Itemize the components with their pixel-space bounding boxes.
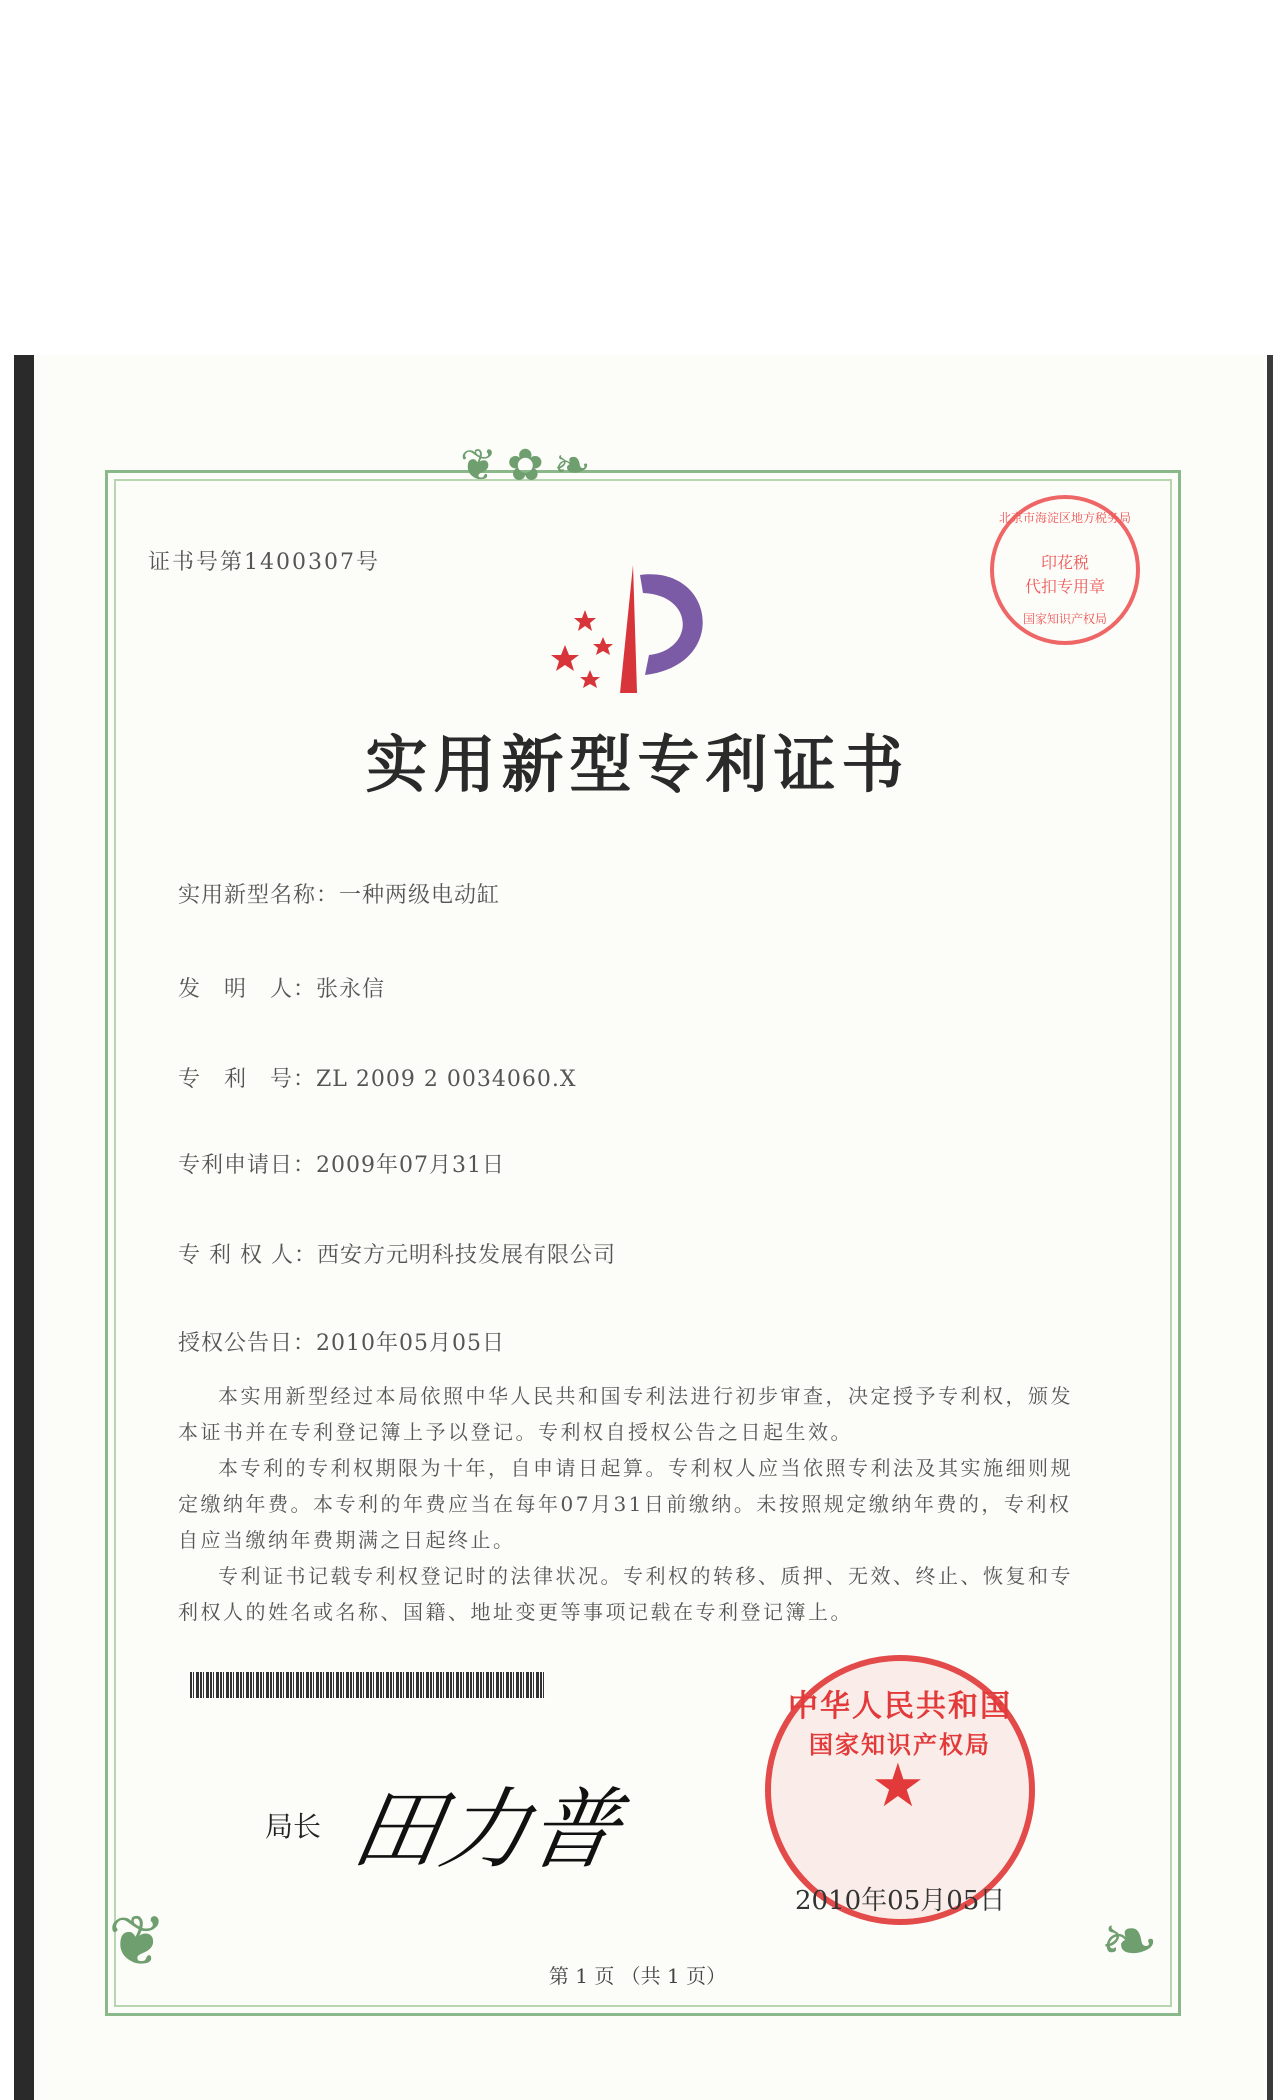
logo-stars-icon (551, 610, 613, 688)
patent-office-logo-icon (545, 555, 735, 695)
field-utility-model-name: 实用新型名称：一种两级电动缸 (178, 883, 501, 908)
scan-edge-left (14, 355, 34, 2100)
tax-seal-outer: 北京市海淀区地方税务局 (998, 511, 1131, 525)
stamp-date: 2010年05月05日 (795, 1886, 1006, 1916)
tax-seal-bottom: 国家知识产权局 (1022, 612, 1107, 626)
paragraph: 本专利的专利权期限为十年，自申请日起算。专利权人应当依照专利法及其实施细则规定缴纳年费。本专利的年费应当在每年07月31日前缴纳。未按照规定缴纳年费的，专利权自应当缴纳年费期满之日起终止。 (178, 1456, 1073, 1552)
scan-edge-right (1267, 355, 1273, 2100)
director-label: 局长 (265, 1810, 322, 1843)
tax-seal-inner: 印花税 代扣专用章 (1024, 553, 1105, 596)
paragraph: 本实用新型经过本局依照中华人民共和国专利法进行初步审查，决定授予专利权，颁发本证书并在专利登记簿上予以登记。专利权自授权公告之日起生效。 (178, 1384, 1073, 1444)
certificate-title: 实用新型专利证书 (365, 728, 910, 801)
director-signature: 田力普 (344, 1778, 627, 1881)
corner-ornament-bottom-left-icon: ❦ (108, 1900, 167, 1982)
national-emblem-icon: ★ (871, 1751, 925, 1821)
legal-text (178, 1378, 1083, 1630)
top-ornament-icon: ❦✿❧ (460, 440, 601, 491)
official-seal-text: 中华人民共和国 国家知识产权局 (788, 1689, 1012, 1759)
barcode (190, 1672, 545, 1698)
tax-seal (990, 495, 1140, 645)
field-application-date: 专利申请日：2009年07月31日 (178, 1153, 505, 1178)
field-inventor: 发 明 人：张永信 (178, 977, 386, 1002)
corner-ornament-bottom-right-icon: ❧ (1100, 1900, 1159, 1982)
field-patentee: 专 利 权 人：西安方元明科技发展有限公司 (178, 1243, 616, 1268)
certificate-number: 证书号第1400307号 (148, 550, 380, 575)
paragraph: 专利证书记载专利权登记时的法律状况。专利权的转移、质押、无效、终止、恢复和专利权人的姓名或名称、国籍、地址变更等事项记载在专利登记簿上。 (178, 1564, 1073, 1624)
page-footer: 第 1 页 （共 1 页） (548, 1964, 727, 1988)
field-grant-date: 授权公告日：2010年05月05日 (178, 1331, 505, 1356)
field-patent-number: 专 利 号：ZL 2009 2 0034060.X (178, 1067, 577, 1092)
